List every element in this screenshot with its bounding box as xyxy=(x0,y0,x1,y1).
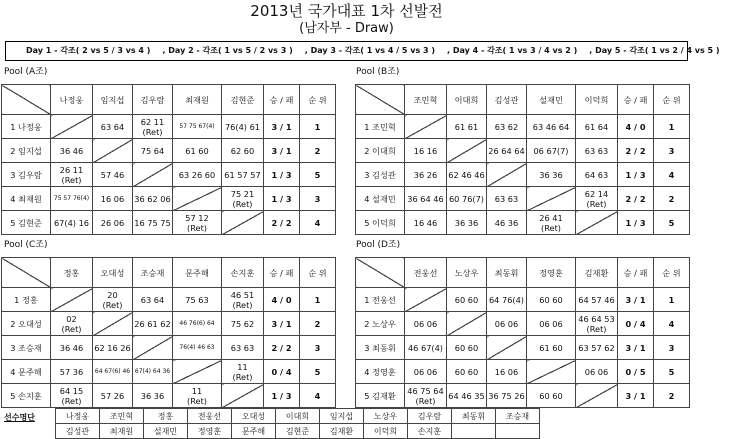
match-score: 06 06 xyxy=(405,360,447,384)
player-row xyxy=(2,336,336,360)
player-column-header: 최재원 xyxy=(173,85,222,115)
match-score: 36 62 06 xyxy=(133,187,173,211)
player-row xyxy=(356,211,690,235)
corner-cell xyxy=(356,85,405,115)
self-match-cell xyxy=(447,139,487,163)
match-score: 64 57 46 xyxy=(576,288,618,312)
player-row xyxy=(356,288,690,312)
match-score: 64 76(4) xyxy=(487,288,527,312)
match-score: 60 60 xyxy=(527,384,576,408)
match-score: 61 60 xyxy=(527,336,576,360)
player-column-header: 문주해 xyxy=(173,258,222,288)
player-row-label: 1 조민혁 xyxy=(356,115,405,139)
self-match-cell xyxy=(51,288,93,312)
player-row xyxy=(2,187,336,211)
match-score: 26 06 xyxy=(93,211,133,235)
match-score: 26 61 62 xyxy=(133,312,173,336)
match-score: 63 62 xyxy=(487,115,527,139)
match-score: 16 46 xyxy=(405,211,447,235)
match-score: 61 60 xyxy=(173,139,222,163)
winloss-value: 1 / 3 xyxy=(618,211,654,235)
winloss-value: 2 / 2 xyxy=(618,187,654,211)
schedule-day-3: Day 3 - 각조( 1 vs 4 / 5 vs 3 ) xyxy=(310,46,436,55)
winloss-value: 1 / 3 xyxy=(264,163,300,187)
match-score: 76(4) 61 xyxy=(222,115,264,139)
corner-cell xyxy=(2,258,51,288)
winloss-header: 승 / 패 xyxy=(618,85,654,115)
pool-table xyxy=(355,84,690,235)
player-row xyxy=(2,115,336,139)
match-score: 20 (Ret) xyxy=(93,288,133,312)
rank-value: 4 xyxy=(300,211,336,235)
match-score: 63 26 60 xyxy=(173,163,222,187)
match-score: 26 11 (Ret) xyxy=(51,163,93,187)
roster-name: 김성관 xyxy=(56,424,100,439)
match-score: 67(4) 16 xyxy=(51,211,93,235)
self-match-cell xyxy=(222,384,264,408)
player-column-header: 이대희 xyxy=(447,85,487,115)
self-match-cell xyxy=(487,163,527,187)
page-subtitle: (남자부 - Draw) xyxy=(299,21,394,36)
self-match-cell xyxy=(576,384,618,408)
player-column-header: 김우람 xyxy=(133,85,173,115)
roster-name: 김현준 xyxy=(276,424,320,439)
match-score: 36 46 xyxy=(51,336,93,360)
player-row-label: 3 최동휘 xyxy=(356,336,405,360)
pool-header-row xyxy=(2,85,336,115)
player-column-header: 김성관 xyxy=(487,85,527,115)
pool-header-row xyxy=(356,85,690,115)
match-score: 63 63 xyxy=(576,139,618,163)
rank-header: 순 위 xyxy=(300,258,336,288)
match-score: 46 76(6) 64 xyxy=(173,312,222,336)
player-row xyxy=(356,312,690,336)
player-column-header: 노상우 xyxy=(447,258,487,288)
self-match-cell xyxy=(576,211,618,235)
self-match-cell xyxy=(222,211,264,235)
player-row-label: 1 나정웅 xyxy=(2,115,51,139)
winloss-value: 1 / 3 xyxy=(264,384,300,408)
match-score: 62 14 (Ret) xyxy=(576,187,618,211)
player-row xyxy=(356,336,690,360)
winloss-value: 3 / 1 xyxy=(264,115,300,139)
pool-title: Pool (A조) xyxy=(4,67,48,77)
match-score: 57 36 xyxy=(51,360,93,384)
roster-name: 손지훈 xyxy=(408,424,452,439)
match-score: 36 64 46 xyxy=(405,187,447,211)
match-score: 36 46 xyxy=(51,139,93,163)
match-score: 75 63 xyxy=(173,288,222,312)
player-row xyxy=(2,211,336,235)
rank-value: 5 xyxy=(300,360,336,384)
winloss-value: 0 / 4 xyxy=(264,360,300,384)
match-score: 61 57 57 xyxy=(222,163,264,187)
player-column-header: 최동휘 xyxy=(487,258,527,288)
player-row xyxy=(2,360,336,384)
match-score: 76(4) 46 63 xyxy=(173,336,222,360)
match-score: 06 06 xyxy=(527,312,576,336)
player-column-header: 정홍 xyxy=(51,258,93,288)
match-score: 46 36 xyxy=(487,211,527,235)
match-score: 62 11 (Ret) xyxy=(133,115,173,139)
rank-value: 2 xyxy=(300,139,336,163)
player-column-header: 전웅선 xyxy=(405,258,447,288)
match-score: 63 63 xyxy=(222,336,264,360)
roster-table xyxy=(55,408,540,439)
match-score: 60 60 xyxy=(447,336,487,360)
player-column-header: 정영훈 xyxy=(527,258,576,288)
schedule-day-1: Day 1 - 각조( 2 vs 5 / 3 vs 4 ) xyxy=(26,46,151,55)
match-score: 46 51 (Ret) xyxy=(222,288,264,312)
player-row-label: 4 문주해 xyxy=(2,360,51,384)
player-column-header: 조민혁 xyxy=(405,85,447,115)
rank-value: 1 xyxy=(654,288,690,312)
winloss-value: 2 / 2 xyxy=(618,139,654,163)
roster-row xyxy=(56,424,540,439)
player-row-label: 3 김우람 xyxy=(2,163,51,187)
rank-value: 1 xyxy=(654,115,690,139)
roster-name: 문주해 xyxy=(232,424,276,439)
match-score: 62 60 xyxy=(222,139,264,163)
corner-cell xyxy=(2,85,51,115)
match-score: 60 76(7) xyxy=(447,187,487,211)
player-row xyxy=(356,384,690,408)
player-row xyxy=(356,139,690,163)
player-row-label: 3 조승재 xyxy=(2,336,51,360)
schedule-bar: Day 1 - 각조( 2 vs 5 / 3 vs 4 ) , Day 2 - 각조( 1 vs 5 / 2 vs 3 ) , Day 3 - 각조( 1 vs 4 / 5 vs 3 ) , Day 4 - 각조( 1 vs 3 / 4 vs 2 ) , Day 5 - 각조( 1 vs 2 / 4 vs 5 ) xyxy=(5,41,688,61)
match-score: 06 06 xyxy=(487,312,527,336)
rank-header: 순 위 xyxy=(654,85,690,115)
match-score: 36 36 xyxy=(447,211,487,235)
winloss-value: 3 / 1 xyxy=(618,288,654,312)
pool-title: Pool (B조) xyxy=(356,67,400,77)
winloss-header: 승 / 패 xyxy=(264,85,300,115)
roster-name: 오대성 xyxy=(232,409,276,424)
player-row xyxy=(356,360,690,384)
player-row-label: 4 설재민 xyxy=(356,187,405,211)
player-row xyxy=(2,139,336,163)
match-score: 63 64 xyxy=(93,115,133,139)
match-score: 36 26 xyxy=(405,163,447,187)
player-column-header: 오대성 xyxy=(93,258,133,288)
match-score: 63 64 xyxy=(133,288,173,312)
player-row xyxy=(2,163,336,187)
schedule-day-4: Day 4 - 각조( 1 vs 3 / 4 vs 2 ) xyxy=(452,46,578,55)
roster-name: 최동휘 xyxy=(452,409,496,424)
roster-name: 최재원 xyxy=(100,424,144,439)
rank-value: 3 xyxy=(300,187,336,211)
match-score: 57 12 (Ret) xyxy=(173,211,222,235)
player-column-header: 조승재 xyxy=(133,258,173,288)
pool-table xyxy=(1,257,336,408)
match-score: 46 64 53 (Ret) xyxy=(576,312,618,336)
rank-value: 5 xyxy=(654,211,690,235)
player-row xyxy=(356,163,690,187)
rank-value: 3 xyxy=(654,336,690,360)
player-row-label: 4 정영훈 xyxy=(356,360,405,384)
match-score: 62 16 26 xyxy=(93,336,133,360)
player-row-label: 2 이대희 xyxy=(356,139,405,163)
match-score: 57 75 67(4) xyxy=(173,115,222,139)
match-score: 46 67(4) xyxy=(405,336,447,360)
winloss-header: 승 / 패 xyxy=(264,258,300,288)
self-match-cell xyxy=(405,288,447,312)
player-row-label: 2 임지섭 xyxy=(2,139,51,163)
winloss-value: 1 / 3 xyxy=(618,163,654,187)
roster-name: 김우람 xyxy=(408,409,452,424)
pool-table xyxy=(355,257,690,408)
self-match-cell xyxy=(447,312,487,336)
corner-cell xyxy=(356,258,405,288)
player-row xyxy=(2,312,336,336)
roster-row xyxy=(56,409,540,424)
player-column-header: 손지훈 xyxy=(222,258,264,288)
match-score: 46 75 64 (Ret) xyxy=(405,384,447,408)
match-score: 26 41 (Ret) xyxy=(527,211,576,235)
roster-name: 김재환 xyxy=(320,424,364,439)
match-score: 16 06 xyxy=(487,360,527,384)
winloss-value: 2 / 2 xyxy=(264,211,300,235)
winloss-value: 1 / 3 xyxy=(264,187,300,211)
roster-name: 이덕희 xyxy=(364,424,408,439)
player-row xyxy=(356,115,690,139)
match-score: 02 (Ret) xyxy=(51,312,93,336)
match-score: 60 60 xyxy=(527,288,576,312)
roster-name: 이대희 xyxy=(276,409,320,424)
player-column-header: 김현준 xyxy=(222,85,264,115)
self-match-cell xyxy=(51,115,93,139)
roster-name: 설재민 xyxy=(144,424,188,439)
rank-value: 4 xyxy=(300,384,336,408)
match-score: 11 (Ret) xyxy=(173,384,222,408)
rank-value: 3 xyxy=(654,139,690,163)
rank-value: 4 xyxy=(654,312,690,336)
player-row xyxy=(2,384,336,408)
rank-value: 2 xyxy=(654,384,690,408)
player-row-label: 3 김성관 xyxy=(356,163,405,187)
match-score: 64 15 (Ret) xyxy=(51,384,93,408)
winloss-value: 3 / 1 xyxy=(264,139,300,163)
player-column-header: 임지섭 xyxy=(93,85,133,115)
pool-title: Pool (C조) xyxy=(4,240,48,250)
match-score: 11 (Ret) xyxy=(222,360,264,384)
match-score: 16 75 75 xyxy=(133,211,173,235)
match-score: 36 36 xyxy=(133,384,173,408)
player-row-label: 5 손지훈 xyxy=(2,384,51,408)
roster-name: 나정웅 xyxy=(56,409,100,424)
self-match-cell xyxy=(93,312,133,336)
rank-value: 2 xyxy=(654,187,690,211)
match-score: 75 64 xyxy=(133,139,173,163)
roster-name: 정영훈 xyxy=(188,424,232,439)
match-score: 63 63 xyxy=(487,187,527,211)
schedule-day-2: Day 2 - 각조( 1 vs 5 / 2 vs 3 ) xyxy=(168,46,293,55)
match-score: 75 21 (Ret) xyxy=(222,187,264,211)
schedule-day-5: Day 5 - 각조( 1 vs 2 / 4 vs 5 ) xyxy=(595,46,720,55)
pool-table xyxy=(1,84,336,235)
roster-name xyxy=(496,424,540,439)
self-match-cell xyxy=(173,187,222,211)
roster-label: 선수명단 xyxy=(4,413,35,422)
roster-name: 정홍 xyxy=(144,409,188,424)
player-row-label: 2 오대성 xyxy=(2,312,51,336)
winloss-value: 4 / 0 xyxy=(264,288,300,312)
match-score: 67(4) 64 36 xyxy=(133,360,173,384)
roster-name: 노상우 xyxy=(364,409,408,424)
player-column-header: 설재민 xyxy=(527,85,576,115)
match-score: 63 46 64 xyxy=(527,115,576,139)
winloss-value: 2 / 2 xyxy=(264,336,300,360)
self-match-cell xyxy=(527,187,576,211)
self-match-cell xyxy=(133,163,173,187)
winloss-value: 4 / 0 xyxy=(618,115,654,139)
pool-header-row xyxy=(2,258,336,288)
winloss-value: 3 / 1 xyxy=(618,336,654,360)
match-score: 06 67(7) xyxy=(527,139,576,163)
match-score: 64 67(6) 46 xyxy=(93,360,133,384)
page-title: 2013년 국가대표 1차 선발전 xyxy=(250,2,443,20)
match-score: 61 61 xyxy=(447,115,487,139)
rank-value: 5 xyxy=(654,360,690,384)
match-score: 60 60 xyxy=(447,360,487,384)
match-score: 36 75 26 xyxy=(487,384,527,408)
player-row-label: 4 최재원 xyxy=(2,187,51,211)
rank-value: 1 xyxy=(300,288,336,312)
player-row-label: 5 이덕희 xyxy=(356,211,405,235)
winloss-value: 3 / 1 xyxy=(618,384,654,408)
rank-value: 1 xyxy=(300,115,336,139)
winloss-header: 승 / 패 xyxy=(618,258,654,288)
pool-title: Pool (D조) xyxy=(356,240,401,250)
self-match-cell xyxy=(133,336,173,360)
match-score: 57 26 xyxy=(93,384,133,408)
player-row-label: 5 김현준 xyxy=(2,211,51,235)
match-score: 06 06 xyxy=(576,360,618,384)
match-score: 64 63 xyxy=(576,163,618,187)
rank-value: 4 xyxy=(654,163,690,187)
player-row xyxy=(2,288,336,312)
winloss-value: 0 / 4 xyxy=(618,312,654,336)
rank-value: 5 xyxy=(300,163,336,187)
roster-name: 조민혁 xyxy=(100,409,144,424)
match-score: 26 64 64 xyxy=(487,139,527,163)
match-score: 64 46 35 xyxy=(447,384,487,408)
match-score: 16 16 xyxy=(405,139,447,163)
self-match-cell xyxy=(487,336,527,360)
match-score: 60 60 xyxy=(447,288,487,312)
roster-name: 임지섭 xyxy=(320,409,364,424)
player-row-label: 1 전웅선 xyxy=(356,288,405,312)
player-row-label: 2 노상우 xyxy=(356,312,405,336)
self-match-cell xyxy=(527,360,576,384)
winloss-value: 3 / 1 xyxy=(264,312,300,336)
match-score: 62 46 46 xyxy=(447,163,487,187)
match-score: 06 06 xyxy=(405,312,447,336)
rank-value: 2 xyxy=(300,312,336,336)
match-score: 63 57 62 xyxy=(576,336,618,360)
match-score: 61 64 xyxy=(576,115,618,139)
player-column-header: 김재환 xyxy=(576,258,618,288)
match-score: 57 46 xyxy=(93,163,133,187)
pool-header-row xyxy=(356,258,690,288)
self-match-cell xyxy=(93,139,133,163)
rank-value: 3 xyxy=(300,336,336,360)
winloss-value: 0 / 5 xyxy=(618,360,654,384)
roster-name: 조승재 xyxy=(496,409,540,424)
player-row-label: 1 정홍 xyxy=(2,288,51,312)
match-score: 16 06 xyxy=(93,187,133,211)
self-match-cell xyxy=(405,115,447,139)
self-match-cell xyxy=(173,360,222,384)
rank-header: 순 위 xyxy=(654,258,690,288)
player-column-header: 나정웅 xyxy=(51,85,93,115)
player-column-header: 이덕희 xyxy=(576,85,618,115)
rank-header: 순 위 xyxy=(300,85,336,115)
match-score: 75 62 xyxy=(222,312,264,336)
player-row xyxy=(356,187,690,211)
roster-name xyxy=(452,424,496,439)
match-score: 36 36 xyxy=(527,163,576,187)
player-row-label: 5 김재환 xyxy=(356,384,405,408)
roster-name: 전웅선 xyxy=(188,409,232,424)
match-score: 75 57 76(4) xyxy=(51,187,93,211)
